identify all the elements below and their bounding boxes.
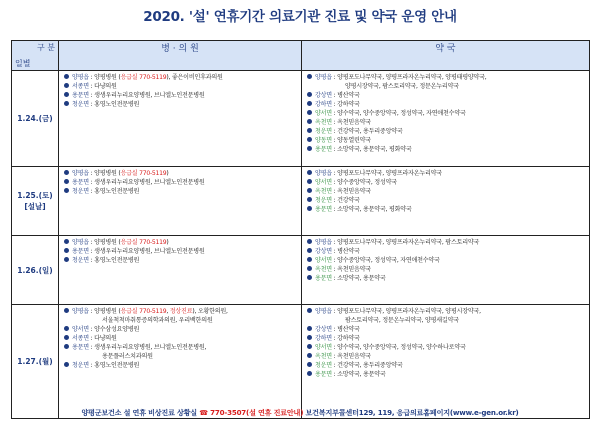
bullet-icon	[307, 179, 312, 184]
pharmacy-entry	[307, 73, 585, 82]
hospital-entry	[64, 178, 297, 187]
entry-text: : 병산약국	[331, 326, 360, 333]
entry-text: : 강하약국	[331, 335, 360, 342]
district-name: 용문면	[315, 275, 332, 282]
bullet-icon	[307, 266, 312, 271]
entry-text: : 소망약국, 용문약국, 평화약국	[331, 146, 412, 153]
pharmacy-entry	[307, 187, 585, 196]
hospital-entry	[64, 247, 297, 256]
pharmacy-entry	[307, 325, 585, 334]
pharmacy-entry	[307, 178, 585, 187]
footer-text-1: 양평군보건소 설 연휴 비상진료 상황실	[81, 408, 200, 417]
entry-text: : 건강약국	[331, 197, 360, 204]
district-name: 양평읍	[72, 239, 89, 246]
entry-text: : 소망약국, 용문약국	[331, 371, 386, 378]
entry-text: : 홍영노인전문병원	[88, 188, 140, 195]
pharmacy-entry	[307, 196, 585, 205]
date-sub-label: [설날]	[24, 202, 46, 211]
entry-text-rest2: ), 오황한의원,	[192, 308, 228, 315]
bullet-icon	[307, 137, 312, 142]
hospital-entry-continued	[64, 352, 297, 361]
pharmacy-entry	[307, 307, 585, 316]
pharmacy-entry	[307, 127, 585, 136]
district-name: 청운면	[72, 101, 89, 108]
district-name: 옥천면	[315, 266, 332, 273]
entry-text: : 양수약국, 양수중앙약국, 정성약국, 자연애천수약국	[331, 110, 466, 117]
entry-text: : 양수약국, 양수중앙약국, 정성약국, 양수하나로약국	[331, 344, 466, 351]
district-name: 용문면	[315, 206, 332, 213]
corner-header	[12, 41, 59, 71]
entry-text-cont: 팜스토리약국, 정문온누리약국, 양평새길약국	[345, 317, 459, 324]
date-label: 1.27.(월)	[17, 357, 53, 366]
bullet-icon	[64, 92, 69, 97]
hospital-cell	[59, 71, 302, 167]
hospital-cell	[59, 236, 302, 305]
district-name: 옥천면	[315, 119, 332, 126]
phone-icon: ☎	[199, 408, 208, 417]
bullet-icon	[64, 257, 69, 262]
hospital-entry	[64, 343, 297, 352]
date-label: 1.25.(토)	[17, 191, 53, 200]
bullet-icon	[307, 92, 312, 97]
entry-text: : 건강약국, 용두리중앙약국	[331, 128, 403, 135]
bullet-icon	[307, 146, 312, 151]
entry-text-rest: ,	[166, 308, 170, 315]
pharmacy-cell	[302, 236, 590, 305]
bullet-icon	[307, 326, 312, 331]
emergency-highlight: 응급실 770-5119	[120, 239, 167, 246]
bullet-icon	[64, 74, 69, 79]
bullet-icon	[307, 353, 312, 358]
entry-text-cont: 용문플러스치과의원	[102, 353, 153, 360]
entry-text: : 옥천믿음약국	[331, 119, 371, 126]
district-name: 청운면	[72, 257, 89, 264]
hospital-cell	[59, 305, 302, 419]
district-name: 옥천면	[315, 353, 332, 360]
district-name: 청운면	[72, 188, 89, 195]
bullet-icon	[64, 362, 69, 367]
hospital-header: 병 · 의 원	[59, 41, 302, 71]
pharmacy-cell	[302, 167, 590, 236]
footer-phone: 770-3507(설 연휴 진료안내)	[207, 408, 304, 417]
date-cell	[12, 236, 59, 305]
entry-text: : 병산약국	[331, 92, 360, 99]
entry-text-cont: 서울척척마취통증의학과의원, 우리백한의원	[102, 317, 213, 324]
district-name: 양서면	[72, 326, 89, 333]
bullet-icon	[307, 119, 312, 124]
pharmacy-entry	[307, 205, 585, 214]
district-name: 양평읍	[315, 308, 332, 315]
entry-text: : 소망약국, 용문약국, 평화약국	[331, 206, 412, 213]
pharmacy-entry-continued	[307, 316, 585, 325]
bullet-icon	[307, 101, 312, 106]
district-name: 용문면	[72, 248, 89, 255]
entry-text: : 양평병원 (	[88, 74, 121, 81]
hospital-entry	[64, 334, 297, 343]
bullet-icon	[64, 335, 69, 340]
table-header-row	[12, 41, 590, 71]
entry-text-rest: ), 좋은이비인후과의원	[166, 74, 223, 81]
entry-text: : 강하약국	[331, 101, 360, 108]
district-name: 양동면	[315, 137, 332, 144]
bullet-icon	[307, 371, 312, 376]
hospital-entry-continued	[64, 316, 297, 325]
emergency-highlight: 응급실 770-5119	[120, 308, 167, 315]
pharmacy-cell	[302, 305, 590, 419]
schedule-table	[11, 40, 590, 419]
entry-text: : 생생우리누리요양병원, 브니엘노인전문병원,	[88, 344, 207, 351]
hospital-entry	[64, 82, 297, 91]
pharmacy-entry	[307, 238, 585, 247]
hospital-entry	[64, 187, 297, 196]
pharmacy-entry	[307, 109, 585, 118]
district-name: 청운면	[315, 128, 332, 135]
bullet-icon	[64, 308, 69, 313]
bullet-icon	[64, 248, 69, 253]
entry-text: : 병산약국	[331, 248, 360, 255]
bullet-icon	[307, 308, 312, 313]
entry-text: : 생생우리누리요양병원, 브니엘노인전문병원	[88, 92, 205, 99]
entry-text: : 양수중앙약국, 정성약국	[331, 179, 397, 186]
district-name: 양서면	[315, 344, 332, 351]
district-name: 양서면	[315, 179, 332, 186]
pharmacy-entry-continued	[307, 82, 585, 91]
bullet-icon	[307, 362, 312, 367]
bullet-icon	[307, 239, 312, 244]
bullet-icon	[307, 275, 312, 280]
date-cell	[12, 71, 59, 167]
pharmacy-entry	[307, 352, 585, 361]
entry-text: : 옥천믿음약국	[331, 188, 371, 195]
district-name: 용문면	[315, 371, 332, 378]
bullet-icon	[307, 188, 312, 193]
pharmacy-entry	[307, 343, 585, 352]
entry-text: : 양평병원 (	[88, 170, 121, 177]
entry-text: : 옥천믿음약국	[331, 266, 371, 273]
entry-text: : 양동열린약국	[331, 137, 371, 144]
district-name: 서종면	[72, 335, 89, 342]
entry-text: : 소망약국, 용문약국	[331, 275, 386, 282]
district-name: 청운면	[72, 362, 89, 369]
bullet-icon	[307, 197, 312, 202]
district-name: 양평읍	[72, 308, 89, 315]
district-name: 양평읍	[72, 170, 89, 177]
entry-text: : 건강약국, 용두리중앙약국	[331, 362, 403, 369]
status-highlight: 정상진료	[169, 308, 193, 315]
entry-text: : 홍영노인전문병원	[88, 257, 140, 264]
entry-text: : 양평포도나무약국, 양평프라자온누리약국, 양평태평양약국,	[331, 74, 487, 81]
emergency-highlight: 응급실 770-5119	[120, 74, 167, 81]
hospital-entry	[64, 256, 297, 265]
entry-text-rest: )	[166, 239, 169, 246]
emergency-highlight: 응급실 770-5119	[120, 170, 167, 177]
entry-text-rest: )	[166, 170, 169, 177]
bullet-icon	[307, 74, 312, 79]
pharmacy-cell	[302, 71, 590, 167]
bullet-icon	[64, 170, 69, 175]
district-name: 용문면	[315, 146, 332, 153]
bullet-icon	[307, 248, 312, 253]
district-name: 강하면	[315, 101, 332, 108]
pharmacy-entry	[307, 274, 585, 283]
date-cell	[12, 305, 59, 419]
hospital-cell	[59, 167, 302, 236]
page-title: 2020. '설' 연휴기간 의료기관 진료 및 약국 운영 안내	[143, 9, 457, 25]
pharmacy-header: 약 국	[302, 41, 590, 71]
hospital-entry	[64, 307, 297, 316]
bullet-icon	[307, 257, 312, 262]
pharmacy-entry	[307, 145, 585, 154]
district-name: 강하면	[315, 335, 332, 342]
entry-text: : 다냥의원	[88, 335, 117, 342]
table-row	[12, 236, 590, 305]
district-name: 서종면	[72, 83, 89, 90]
bullet-icon	[64, 239, 69, 244]
pharmacy-entry	[307, 334, 585, 343]
bullet-icon	[307, 344, 312, 349]
district-name: 강상면	[315, 248, 332, 255]
entry-text: : 양평포도나무약국, 양평프라자온누리약국, 양평시장약국,	[331, 308, 481, 315]
bullet-icon	[307, 206, 312, 211]
district-name: 양평읍	[315, 170, 332, 177]
bullet-icon	[64, 326, 69, 331]
district-name: 용문면	[72, 344, 89, 351]
district-name: 청운면	[315, 362, 332, 369]
district-name: 용문면	[72, 179, 89, 186]
table-row	[12, 305, 590, 419]
district-name: 청운면	[315, 197, 332, 204]
district-name: 양서면	[315, 110, 332, 117]
bullet-icon	[64, 83, 69, 88]
table-row	[12, 167, 590, 236]
entry-text: : 양평병원 (	[88, 308, 121, 315]
district-name: 옥천면	[315, 188, 332, 195]
pharmacy-entry	[307, 247, 585, 256]
district-name: 양평읍	[315, 74, 332, 81]
district-name: 양평읍	[315, 239, 332, 246]
bullet-icon	[64, 188, 69, 193]
bullet-icon	[64, 101, 69, 106]
entry-text: : 홍영노인전문병원	[88, 362, 140, 369]
pharmacy-entry	[307, 265, 585, 274]
entry-text: : 홍영노인전문병원	[88, 101, 140, 108]
bullet-icon	[307, 170, 312, 175]
district-name: 양평읍	[72, 74, 89, 81]
entry-text: : 양수삼성요양병원	[88, 326, 140, 333]
pharmacy-entry	[307, 370, 585, 379]
hospital-entry	[64, 169, 297, 178]
entry-text: : 양평포도나무약국, 양평프라자온누리약국, 팜스토리약국	[331, 239, 480, 246]
entry-text: : 양평병원 (	[88, 239, 121, 246]
bullet-icon	[307, 128, 312, 133]
pharmacy-entry	[307, 136, 585, 145]
pharmacy-entry	[307, 100, 585, 109]
hospital-entry	[64, 325, 297, 334]
district-name: 강상면	[315, 92, 332, 99]
entry-text: : 양수중앙약국, 정성약국, 자연애천수약국	[331, 257, 440, 264]
bullet-icon	[307, 110, 312, 115]
date-label: 1.24.(금)	[17, 114, 53, 123]
district-name: 강상면	[315, 326, 332, 333]
pharmacy-entry	[307, 169, 585, 178]
table-row	[12, 71, 590, 167]
date-cell	[12, 167, 59, 236]
entry-text-cont: 양평시장약국, 팜스토리약국, 정문온누리약국	[345, 83, 459, 90]
entry-text: : 생생우리누리요양병원, 브니엘노인전문병원	[88, 179, 205, 186]
entry-text: : 생생우리누리요양병원, 브니엘노인전문병원	[88, 248, 205, 255]
pharmacy-entry	[307, 361, 585, 370]
entry-text: : 양평포도나무약국, 양평프라자온누리약국	[331, 170, 442, 177]
footer-contact	[0, 408, 600, 418]
hospital-entry	[64, 91, 297, 100]
date-header: 일별	[15, 59, 31, 68]
bullet-icon	[64, 344, 69, 349]
district-name: 양서면	[315, 257, 332, 264]
hospital-entry	[64, 361, 297, 370]
bullet-icon	[64, 179, 69, 184]
footer-text-2: 보건복지부콜센터129, 119, 응급의료홈페이지(www.e-gen.or.kr)	[303, 408, 519, 417]
division-header: 구 분	[37, 43, 55, 52]
hospital-entry	[64, 73, 297, 82]
date-label: 1.26.(일)	[17, 265, 53, 275]
pharmacy-entry	[307, 256, 585, 265]
entry-text: : 옥천믿음약국	[331, 353, 371, 360]
pharmacy-entry	[307, 118, 585, 127]
district-name: 용문면	[72, 92, 89, 99]
hospital-entry	[64, 100, 297, 109]
hospital-entry	[64, 238, 297, 247]
pharmacy-entry	[307, 91, 585, 100]
entry-text: : 다냥의원	[88, 83, 117, 90]
bullet-icon	[307, 335, 312, 340]
